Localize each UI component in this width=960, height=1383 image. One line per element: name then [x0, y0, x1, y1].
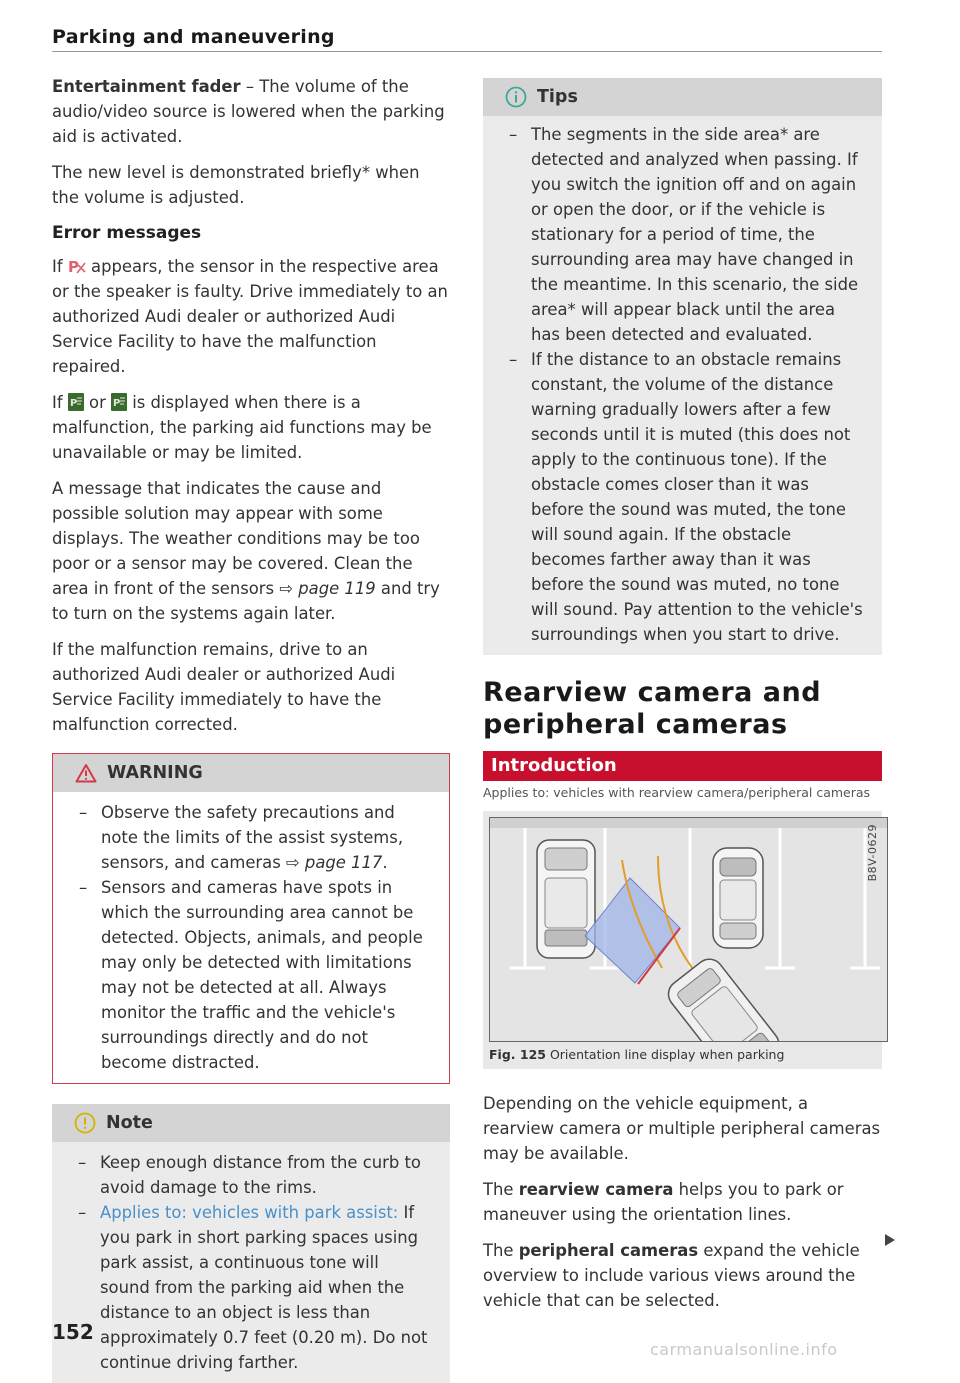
- list-item-text: Observe the safety precautions and note the limits of the assist systems, sensors, and cameras: [101, 803, 404, 872]
- page-reference-link[interactable]: ⇨ page 119: [279, 579, 376, 598]
- entertainment-fader-paragraph: [52, 74, 450, 149]
- parking-illustration: [490, 818, 887, 1041]
- tips-box: [483, 78, 882, 655]
- peripheral-cameras-paragraph: [483, 1238, 882, 1313]
- malfunction-remains-paragraph: If the malfunction remains, drive to an authorized Audi dealer or authorized Audi Service Facility immediately to have the malfunction corrected.: [52, 640, 396, 734]
- applies-to-text: Applies to: vehicles with rearview camera/peripheral cameras: [483, 785, 871, 800]
- paragraph-text: or: [83, 393, 112, 412]
- sensor-fault-paragraph: [52, 254, 450, 379]
- warning-body: [53, 792, 449, 1083]
- note-title: Note: [106, 1112, 153, 1133]
- warning-box: [52, 753, 450, 1084]
- figure-code: B8V-0629: [866, 824, 879, 882]
- paragraph-text: – The volume of the audio/video source is lowered when the parking aid is activated.: [52, 77, 445, 146]
- header-divider: [52, 51, 882, 52]
- section-title: Rearview camera and peripheral cameras: [483, 677, 822, 740]
- error-messages-heading: Error messages: [52, 223, 202, 243]
- list-item: – If the distance to an obstacle remains constant, the volume of the distance warning gradually lowers after a few seconds until it is muted (this does not apply to the continuous tone). If the obstacle comes closer than it was before the sound was muted, the tone will sound again. If the obstacle becomes farther away than it was before the sound was muted, no tone will sound. Pay attention to the vehicle's surroundings when you start to drive.: [509, 347, 864, 647]
- figure-image: [489, 817, 888, 1042]
- page-number: 152: [52, 1320, 94, 1344]
- parked-suv-left: [537, 840, 595, 958]
- cause-solution-paragraph: [52, 476, 450, 626]
- warning-triangle-icon: [75, 763, 97, 783]
- paragraph-text: and try to turn on the systems again later.: [52, 579, 440, 623]
- term-rearview-camera: rearview camera: [518, 1180, 674, 1199]
- list-item: [79, 800, 431, 875]
- tips-body: [483, 116, 882, 655]
- figure-label: Fig. 125: [489, 1047, 546, 1062]
- continue-arrow-icon: [885, 1234, 895, 1246]
- list-item: – The segments in the side area* are detected and analyzed when passing. If you switch the ignition off and on again or open the door, or if the vehicle is stationary for a period of time, the surrounding area may have changed in the meantime. In this scenario, the side area* will appear black until the area has been detected and evaluated.: [509, 122, 864, 347]
- svg-text:P: P: [69, 398, 78, 409]
- parked-car-right: [713, 848, 763, 948]
- paragraph-text: The: [483, 1241, 519, 1260]
- list-item: – Sensors and cameras have spots in which the surrounding area cannot be detected. Objects, animals, and people may only be detected with limitations may not be detected at all. Always monitor the traffic and the vehicle's surroundings directly and do not become distracted.: [79, 875, 431, 1075]
- rearview-camera-paragraph: [483, 1177, 882, 1227]
- parking-sensor-fault-icon: [68, 257, 86, 275]
- equipment-paragraph: Depending on the vehicle equipment, a rearview camera or multiple peripheral cameras may be available.: [483, 1094, 881, 1163]
- subsection-bar: Introduction: [483, 751, 882, 781]
- malfunction-paragraph: [52, 390, 450, 465]
- paragraph-text: helps you to park or maneuver using the orientation lines.: [483, 1180, 844, 1224]
- paragraph-text: A message that indicates the cause and possible solution may appear with some displays. The weather conditions may be too poor or a sensor may be covered. Clean the area in front of the sensors: [52, 479, 420, 598]
- tips-header: [483, 78, 882, 116]
- watermark: carmanualsonline.info: [650, 1340, 838, 1359]
- page-reference-link[interactable]: ⇨ page 117: [285, 853, 383, 872]
- svg-text:P: P: [67, 258, 79, 275]
- paragraph-text: If: [52, 257, 68, 276]
- paragraph-text: is displayed when there is a malfunction, the parking aid functions may be unavailable or may be limited.: [52, 393, 432, 462]
- figure-125: [483, 811, 882, 1069]
- list-item: – Keep enough distance from the curb to avoid damage to the rims.: [78, 1150, 432, 1200]
- page-header-title: Parking and maneuvering: [52, 26, 335, 48]
- note-body: [52, 1142, 450, 1383]
- term-entertainment-fader: Entertainment fader: [52, 77, 241, 96]
- warning-title: WARNING: [107, 762, 203, 783]
- term-peripheral-cameras: peripheral cameras: [518, 1241, 699, 1260]
- figure-caption: [489, 1042, 876, 1065]
- right-column: [483, 78, 882, 1324]
- list-item-text: .: [382, 853, 388, 872]
- volume-paragraph: The new level is demonstrated briefly* when the volume is adjusted.: [52, 163, 420, 207]
- parking-aid-indicator-icon: [111, 393, 127, 411]
- warning-header: [53, 754, 449, 792]
- svg-text:P: P: [113, 398, 121, 409]
- note-header: [52, 1104, 450, 1142]
- note-exclamation-icon: [74, 1112, 96, 1134]
- figure-caption-text: Orientation line display when parking: [545, 1047, 785, 1062]
- tips-title: Tips: [537, 86, 578, 107]
- info-icon: [505, 86, 527, 108]
- note-box: [52, 1104, 450, 1383]
- paragraph-text: If: [52, 393, 68, 412]
- paragraph-text: appears, the sensor in the respective area or the speaker is faulty. Drive immediately to an authorized Audi dealer or authorized Audi Service Facility to have the malfunction repaired.: [52, 257, 448, 376]
- list-item-text: If you park in short parking spaces using park assist, a continuous tone will sound from the parking aid when the distance to an object is less than approximately 0.7 feet (0.20 m). Do not continue driving farther.: [100, 1203, 428, 1372]
- paragraph-text: The: [483, 1180, 519, 1199]
- applies-to-park-assist: Applies to: vehicles with park assist:: [100, 1203, 399, 1222]
- paragraph-text: expand the vehicle overview to include various views around the vehicle that can be selected.: [483, 1241, 860, 1310]
- list-item: [78, 1200, 432, 1375]
- parking-aid-indicator-icon: [68, 393, 84, 411]
- left-column: [52, 74, 450, 1383]
